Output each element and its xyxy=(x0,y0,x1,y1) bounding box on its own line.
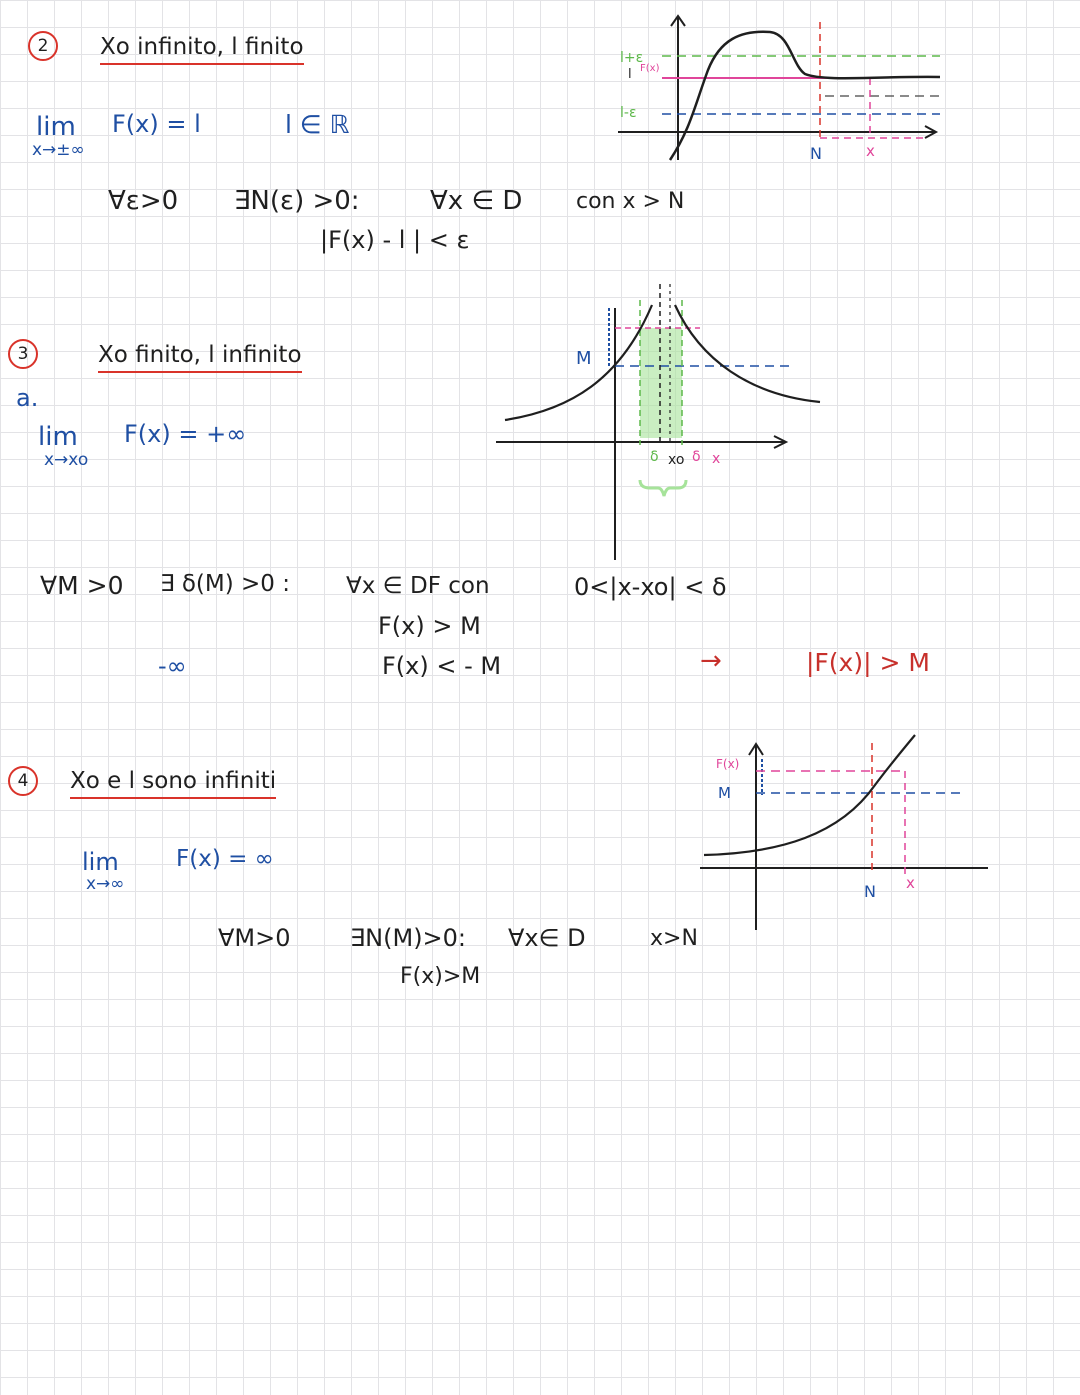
section-3-cond-minus: F(x) < - M xyxy=(382,652,502,680)
section-3-minus-inf: -∞ xyxy=(158,652,187,680)
section-3-lim: lim xyxy=(38,422,78,452)
section-4-def-condition: x>N xyxy=(650,926,698,951)
section-4-limit-expression: F(x) = ∞ xyxy=(176,846,274,872)
graph-3-label-x: x xyxy=(712,451,721,467)
section-3-limit-expression: F(x) = +∞ xyxy=(124,420,247,448)
graph-2-curve xyxy=(670,32,940,163)
section-4-title: Xo e l sono infiniti xyxy=(70,770,276,799)
section-3-def-condition: 0<|x-xo| < δ xyxy=(574,573,727,601)
graph-4-label-fx: F(x) xyxy=(716,757,740,771)
section-2-def-forall-eps: ∀ε>0 xyxy=(108,186,179,216)
graph-2-label-l-minus-eps: l-ε xyxy=(620,105,637,121)
graph-3-curve-right xyxy=(675,305,820,402)
section-2-set-expression: l ∈ ℝ xyxy=(285,110,350,139)
section-2-def-exists-N: ∃N(ε) >0: xyxy=(234,186,360,216)
section-3-graph xyxy=(490,280,810,570)
section-4-limit-subscript: x→∞ xyxy=(86,874,125,894)
graph-3-label-xo: xo xyxy=(668,452,685,468)
section-3-def-forall-M: ∀M >0 xyxy=(40,571,124,600)
section-4-def-exists-N: ∃N(M)>0: xyxy=(350,924,467,952)
section-3-def-exists-delta: ∃ δ(M) >0 : xyxy=(160,571,290,597)
section-2-limit-subscript: x→±∞ xyxy=(32,140,85,160)
section-3-implies-arrow: → xyxy=(700,646,722,676)
section-4-def-result: F(x)>M xyxy=(400,964,481,989)
graph-4-label-M: M xyxy=(718,784,731,802)
section-2-def-condition: con x > N xyxy=(576,189,685,214)
graph-2-label-l-plus-eps: l+ε xyxy=(620,50,644,66)
graph-3-brace xyxy=(640,480,686,496)
graph-4-curve xyxy=(704,735,915,855)
section-2-limit-expression: F(x) = l xyxy=(112,110,201,138)
section-4-def-forall-x: ∀x∈ D xyxy=(508,924,586,952)
graph-2-label-fx: F(x) xyxy=(640,63,660,74)
section-2-def-inequality: |F(x) - l | < ε xyxy=(320,226,470,254)
section-2-def-forall-x: ∀x ∈ D xyxy=(430,186,523,216)
section-3-sub-a: a. xyxy=(16,384,39,412)
graph-3-shaded-band xyxy=(640,328,682,438)
section-4-number: 4 xyxy=(8,766,38,796)
graph-4-label-N: N xyxy=(864,882,876,901)
section-3-limit-subscript: x→xo xyxy=(44,450,89,470)
section-2-number: 2 xyxy=(28,31,58,61)
section-4-def-forall-M: ∀M>0 xyxy=(218,924,291,952)
section-2-graph xyxy=(600,10,960,170)
graph-4-label-x: x xyxy=(906,874,915,892)
graph-3-label-delta1: δ xyxy=(650,449,659,465)
graph-2-label-l: l xyxy=(628,67,632,82)
section-3-abs-condition: |F(x)| > M xyxy=(806,648,930,677)
section-2-lim: lim xyxy=(36,112,76,142)
graph-2-label-x: x xyxy=(866,142,875,160)
section-4-graph xyxy=(700,735,1000,935)
section-3-def-forall-x: ∀x ∈ DF con xyxy=(346,573,490,599)
graph-3-label-delta2: δ xyxy=(692,449,701,465)
section-4-lim: lim xyxy=(82,848,119,876)
section-3-title: Xo finito, l infinito xyxy=(98,344,302,373)
section-3-number: 3 xyxy=(8,339,38,369)
section-3-cond-plus: F(x) > M xyxy=(378,612,481,640)
section-2-title: Xo infinito, l finito xyxy=(100,36,304,65)
graph-3-label-M: M xyxy=(576,348,592,369)
graph-2-label-N: N xyxy=(810,144,822,163)
